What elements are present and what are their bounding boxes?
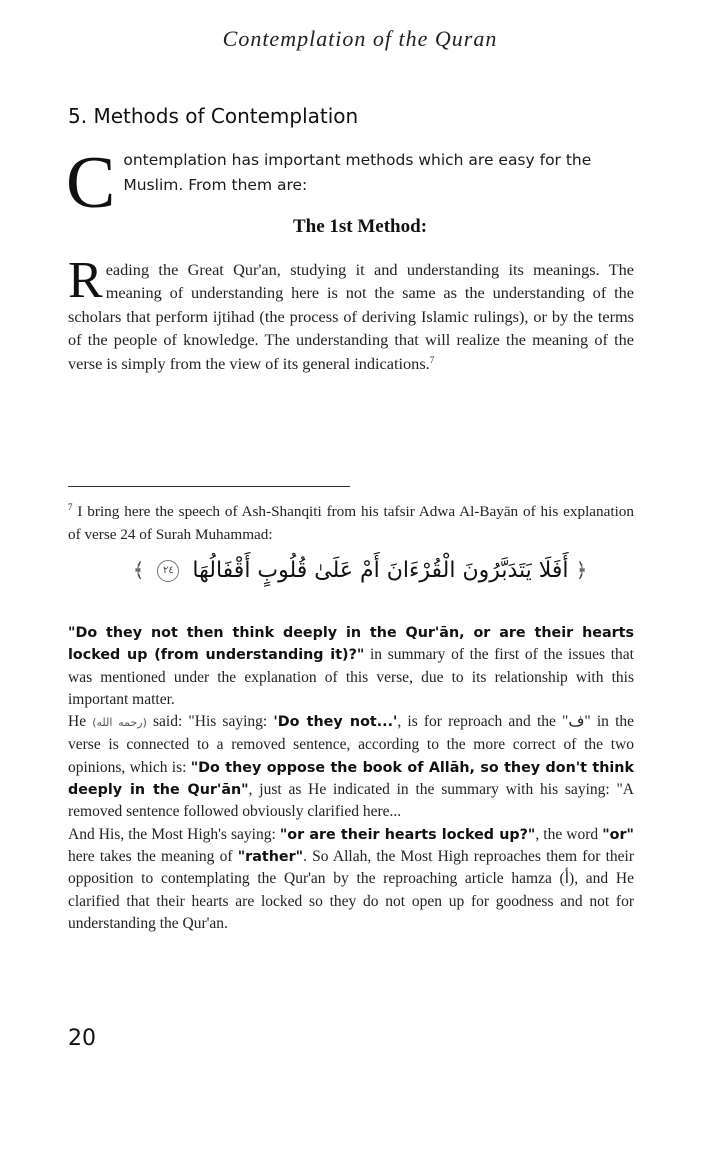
intro-text: ontemplation has important methods which are easy for the Muslim. From them are: bbox=[123, 151, 592, 194]
footnote-paragraph bbox=[68, 824, 634, 935]
verse-arabic-text: أَفَلَا يَتَدَبَّرُونَ الْقُرْءَانَ أَمْ عَلَىٰ قُلُوبٍ أَقْفَالُهَا bbox=[192, 558, 569, 583]
text-run: said: "His saying: bbox=[146, 713, 274, 731]
text-run: , the word bbox=[535, 825, 603, 843]
footnote-body bbox=[68, 622, 634, 935]
text-run: , just as He indicated in the summary with his saying: "A removed sentence followed obviously clarified here... bbox=[68, 781, 634, 821]
footnote-paragraph bbox=[68, 711, 634, 823]
footnote-marker: 7 bbox=[68, 502, 73, 512]
intro-paragraph bbox=[66, 142, 636, 224]
bold-quote: "rather" bbox=[237, 848, 304, 865]
bold-quote: "or" bbox=[602, 826, 634, 843]
bold-quote: "Do they not then think deeply in the Qur'ān, or are their hearts locked up (from understanding it)?" bbox=[68, 625, 634, 664]
text-run: And His, the Most High's saying: bbox=[68, 825, 280, 843]
method-heading: The 1st Method: bbox=[292, 216, 428, 237]
footnote-intro bbox=[68, 500, 634, 546]
text-run: He bbox=[68, 713, 93, 731]
bold-quote: "or are their hearts locked up?" bbox=[279, 826, 536, 843]
running-header: Contemplation of the Quran bbox=[222, 26, 498, 51]
text-run: here takes the meaning of bbox=[68, 847, 238, 865]
verse-open-brace: ﴿ bbox=[575, 558, 588, 582]
paragraph-text: eading the Great Qur'an, studying it and understanding its meanings. The meaning of understanding here is not the same as the understanding of the scholars that perform ijtihad (the process of deriving Islamic rulings), or by the terms of the people of knowledge. The understanding that will realize the meaning of the verse is simply from the view of its general indications. bbox=[68, 260, 634, 373]
text-run: " in the verse is connected to a removed sentence, according to the more correct of the two opinions, which is: bbox=[68, 713, 635, 776]
arabic-letter: أ bbox=[564, 870, 570, 888]
bold-quote: "Do they oppose the book of Allāh, so they don't think deeply in the Qur'ān" bbox=[68, 759, 634, 799]
arabic-letter: ف bbox=[568, 713, 585, 731]
ayah-number-marker: ٢٤ bbox=[157, 560, 179, 582]
drop-cap: R bbox=[68, 252, 103, 309]
footnote-paragraph bbox=[68, 622, 634, 711]
footnote-intro-text: I bring here the speech of Ash-Shanqiti from his tafsir Adwa Al-Bayān of his explanation of verse 24 of Surah Muhammad: bbox=[68, 503, 634, 544]
body-paragraph bbox=[68, 252, 634, 375]
text-run: , is for reproach and the " bbox=[397, 713, 569, 731]
honorific-glyph: (رحمه الله) bbox=[92, 716, 147, 730]
text-run: . So Allah, the Most High reproaches them for their opposition to contemplating the Qur'an by the reproaching article hamza ( bbox=[68, 847, 634, 888]
text-run: ), and He clarified that their hearts are locked so they do not open up for goodness and not for understanding the Qur'an. bbox=[68, 870, 634, 932]
verse-close-brace: ﴾ bbox=[132, 558, 145, 582]
footnote-reference[interactable]: 7 bbox=[429, 354, 435, 365]
quran-verse bbox=[130, 558, 590, 583]
section-title: 5. Methods of Contemplation bbox=[68, 104, 359, 128]
bold-quote: 'Do they not...' bbox=[273, 714, 398, 731]
page-number: 20 bbox=[68, 1026, 96, 1051]
text-run: in summary of the first of the issues that was mentioned under the explanation of this verse, due to its relationship with this important matter. bbox=[68, 646, 634, 708]
drop-cap: C bbox=[66, 142, 116, 224]
footnote-divider bbox=[68, 486, 350, 487]
